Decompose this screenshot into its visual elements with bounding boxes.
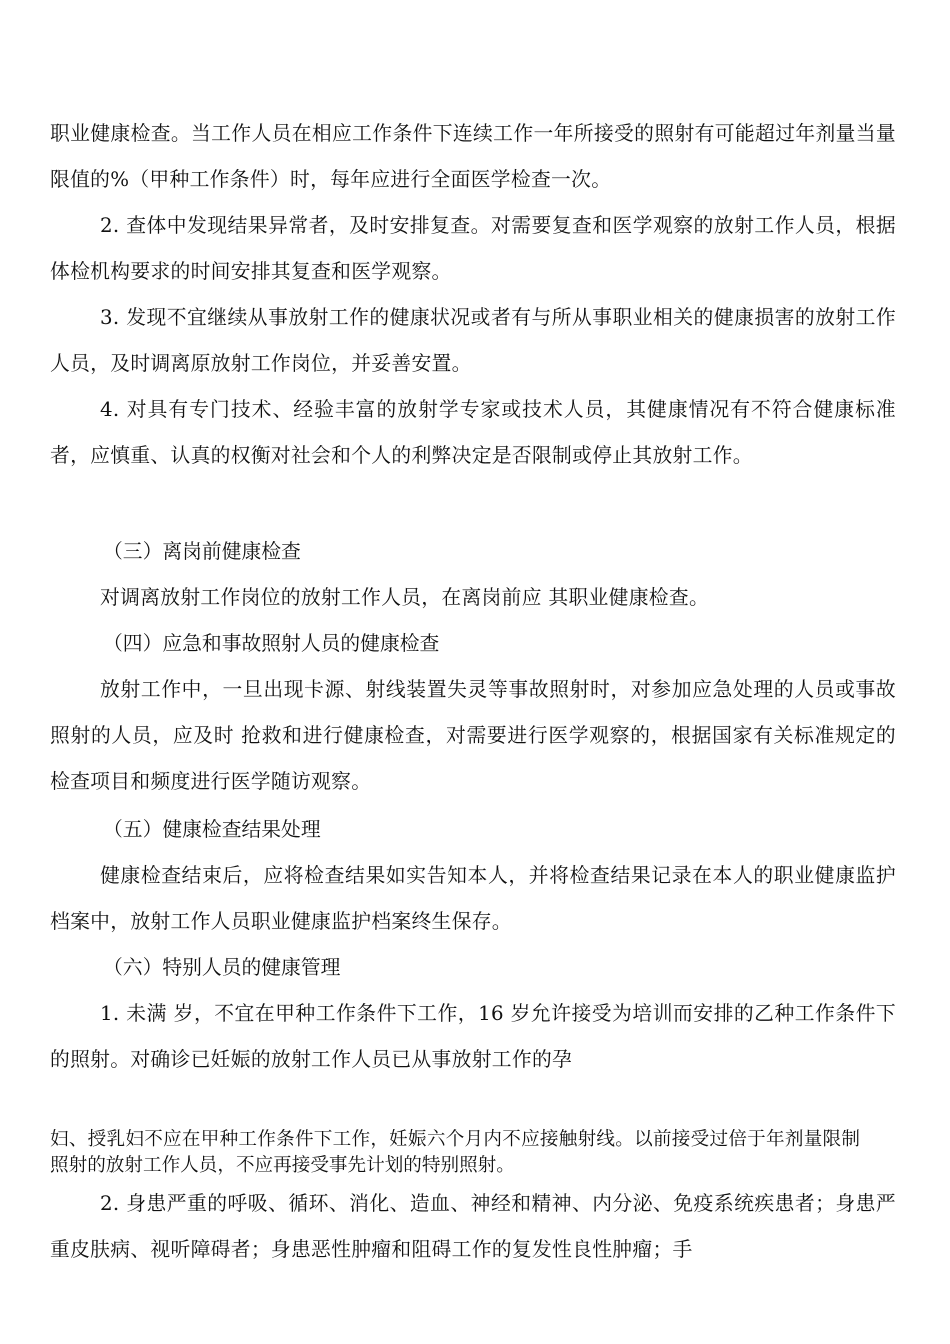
paragraph-special-2: 2. 身患严重的呼吸、循环、消化、造血、神经和精神、内分泌、免疫系统疾患者；身患严重皮肤病、视听障碍者；身患恶性肿瘤和阻碍工作的复发性良性肿瘤；手 <box>50 1192 896 1261</box>
paragraph-special-1-continued: 妇、授乳妇不应在甲种工作条件下工作，妊娠六个月内不应接触射线。以前接受过倍于年剂量限制照射的放射工作人员，不应再接受事先计划的特别照射。 <box>50 1129 860 1176</box>
paragraph-emergency: 放射工作中，一旦出现卡源、射线装置失灵等事故照射时，对参加应急处理的人员或事故照射的人员，应及时 抢救和进行健康检查，对需要进行医学观察的，根据国家有关标准规定的检查项目和频度进行医学随访观察。 <box>50 678 896 793</box>
paragraph-results-handling: 健康检查结束后，应将检查结果如实告知本人，并将检查结果记录在本人的职业健康监护档案中，放射工作人员职业健康监护档案终生保存。 <box>50 864 896 933</box>
section-heading-5: （五）健康检查结果处理 <box>103 818 321 841</box>
paragraph-item-4-experts: 4. 对具有专门技术、经验丰富的放射学专家或技术人员，其健康情况有不符合健康标准者，应慎重、认真的权衡对社会和个人的利弊决定是否限制或停止其放射工作。 <box>50 398 896 467</box>
paragraph-item-3-reassign: 3. 发现不宜继续从事放射工作的健康状况或者有与所从事职业相关的健康损害的放射工作人员，及时调离原放射工作岗位，并妥善安置。 <box>50 306 896 375</box>
section-heading-3: （三）离岗前健康检查 <box>103 540 301 563</box>
paragraph-exam-frequency: 职业健康检查。当工作人员在相应工作条件下连续工作一年所接受的照射有可能超过年剂量当量限值的%（甲种工作条件）时，每年应进行全面医学检查一次。 <box>50 122 896 191</box>
paragraph-special-1: 1. 未满 岁，不宜在甲种工作条件下工作，16 岁允许接受为培训而安排的乙种工作条件下的照射。对确诊已妊娠的放射工作人员已从事放射工作的孕 <box>50 1002 896 1071</box>
paragraph-pre-departure: 对调离放射工作岗位的放射工作人员，在离岗前应 其职业健康检查。 <box>100 586 710 609</box>
paragraph-item-2-recheck: 2. 查体中发现结果异常者，及时安排复查。对需要复查和医学观察的放射工作人员，根据体检机构要求的时间安排其复查和医学观察。 <box>50 214 896 283</box>
section-heading-6: （六）特别人员的健康管理 <box>103 956 341 979</box>
section-heading-4: （四）应急和事故照射人员的健康检查 <box>103 632 440 655</box>
